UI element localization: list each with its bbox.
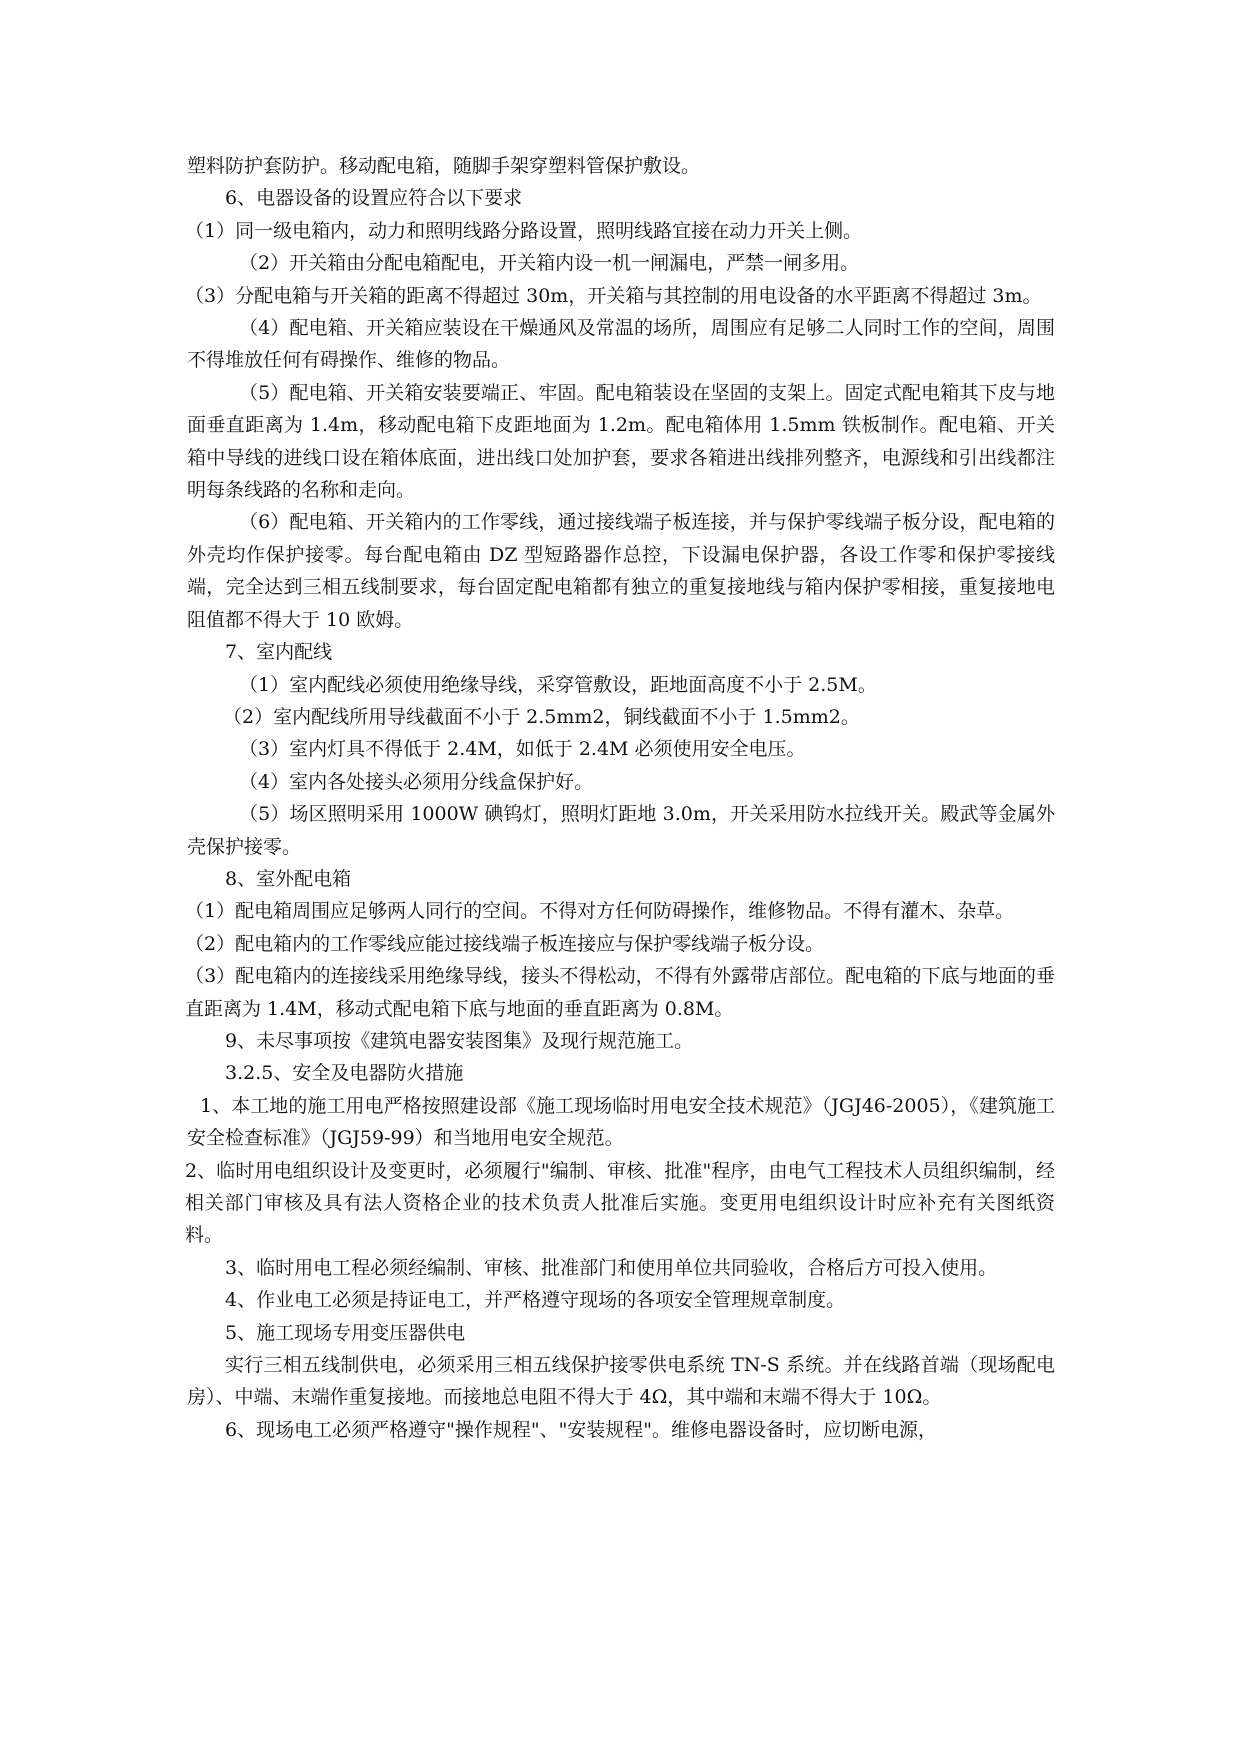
list-item: （1）配电箱周围应足够两人同行的空间。不得对方任何防碍操作，维修物品。不得有灌木、杂草。 xyxy=(185,900,1015,923)
list-item: （5）配电箱、开关箱安装要端正、牢固。配电箱装设在坚固的支架上。固定式配电箱其下皮与地面垂直距离为 1.4m，移动配电箱下皮距地面为 1.2m。配电箱体用 1.5mm 铁板制作。配电箱、开关箱中导线的进线口设在箱体底面，进出线口处加护套，要求各箱进出线排列整齐，电源线和引出线都注明每条线路的名称和走向。 xyxy=(187,381,1055,502)
list-item: （4）室内各处接头必须用分线盒保护好。 xyxy=(239,770,594,793)
safety-item: 6、现场电工必须严格遵守"操作规程"、"安装规程"。维修电器设备时，应切断电源， xyxy=(225,1418,938,1441)
safety-item: 5、施工现场专用变压器供电 xyxy=(225,1321,466,1344)
list-item: （2）室内配线所用导线截面不小于 2.5mm2，铜线截面不小于 1.5mm2。 xyxy=(223,705,860,728)
list-item: （1）同一级电箱内，动力和照明线路分路设置，照明线路宜接在动力开关上侧。 xyxy=(185,219,863,242)
list-item: （4）配电箱、开关箱应装设在干燥通风及常温的场所，周围应有足够二人同时工作的空间，周围不得堆放任何有碍操作、维修的物品。 xyxy=(187,317,1055,372)
list-item: （5）场区照明采用 1000W 碘钨灯，照明灯距地 3.0m，开关采用防水拉线开关。殿武等金属外壳保护接零。 xyxy=(187,803,1055,858)
safety-item: 2、临时用电组织设计及变更时，必须履行"编制、审核、批准"程序，由电气工程技术人员组织编制，经相关部门审核及具有法人资格企业的技术负责人批准后实施。变更用电组织设计时应补充有关图纸资料。 xyxy=(185,1159,1055,1247)
safety-item: 3、临时用电工程必须经编制、审核、批准部门和使用单位共同验收，合格后方可投入使用。 xyxy=(225,1256,998,1279)
list-item: （3）室内灯具不得低于 2.4M，如低于 2.4M 必须使用安全电压。 xyxy=(239,738,806,761)
safety-item: 4、作业电工必须是持证电工，并严格遵守现场的各项安全管理规章制度。 xyxy=(225,1289,846,1312)
safety-item: 1、本工地的施工用电严格按照建设部《施工现场临时用电安全技术规范》（JGJ46-2005），《建筑施工安全检查标准》（JGJ59-99）和当地用电安全规范。 xyxy=(187,1094,1055,1150)
paragraph: 实行三相五线制供电，必须采用三相五线保护接零供电系统 TN-S 系统。并在线路首端（现场配电房）、中端、末端作重复接地。而接地总电阻不得大于 4Ω，其中端和末端不得大于 10Ω。 xyxy=(187,1354,1055,1409)
section-heading-3-2-5: 3.2.5、安全及电器防火措施 xyxy=(225,1062,464,1085)
section-heading-7: 7、室内配线 xyxy=(225,641,333,664)
list-item: （1）室内配线必须使用绝缘导线，采穿管敷设，距地面高度不小于 2.5M。 xyxy=(239,673,877,696)
list-item: （2）开关箱由分配电箱配电，开关箱内设一机一闸漏电，严禁一闸多用。 xyxy=(239,252,860,275)
list-item: （2）配电箱内的工作零线应能过接线端子板连接应与保护零线端子板分设。 xyxy=(185,932,825,955)
list-item: （6）配电箱、开关箱内的工作零线，通过接线端子板连接，并与保护零线端子板分设，配电箱的外壳均作保护接零。每台配电箱由 DZ 型短路器作总控，下设漏电保护器，各设工作零和保护零接线端，完全达到三相五线制要求，每台固定配电箱都有独立的重复接地线与箱内保护零相接，重复接地电阻值都不得大于 10 欧姆。 xyxy=(187,511,1055,631)
section-heading-8: 8、室外配电箱 xyxy=(225,867,352,890)
section-heading-6: 6、电器设备的设置应符合以下要求 xyxy=(225,187,523,210)
list-item: （3）分配电箱与开关箱的距离不得超过 30m，开关箱与其控制的用电设备的水平距离不得超过 3m。 xyxy=(185,284,1042,307)
paragraph-continuation: 塑料防护套防护。移动配电箱，随脚手架穿塑料管保护敷设。 xyxy=(187,155,701,177)
list-item: （3）配电箱内的连接线采用绝缘导线，接头不得松动，不得有外露带店部位。配电箱的下底与地面的垂直距离为 1.4M，移动式配电箱下底与地面的垂直距离为 0.8M。 xyxy=(185,965,1055,1020)
section-heading-9: 9、未尽事项按《建筑电器安装图集》及现行规范施工。 xyxy=(225,1029,694,1052)
document-body xyxy=(187,150,1055,1446)
